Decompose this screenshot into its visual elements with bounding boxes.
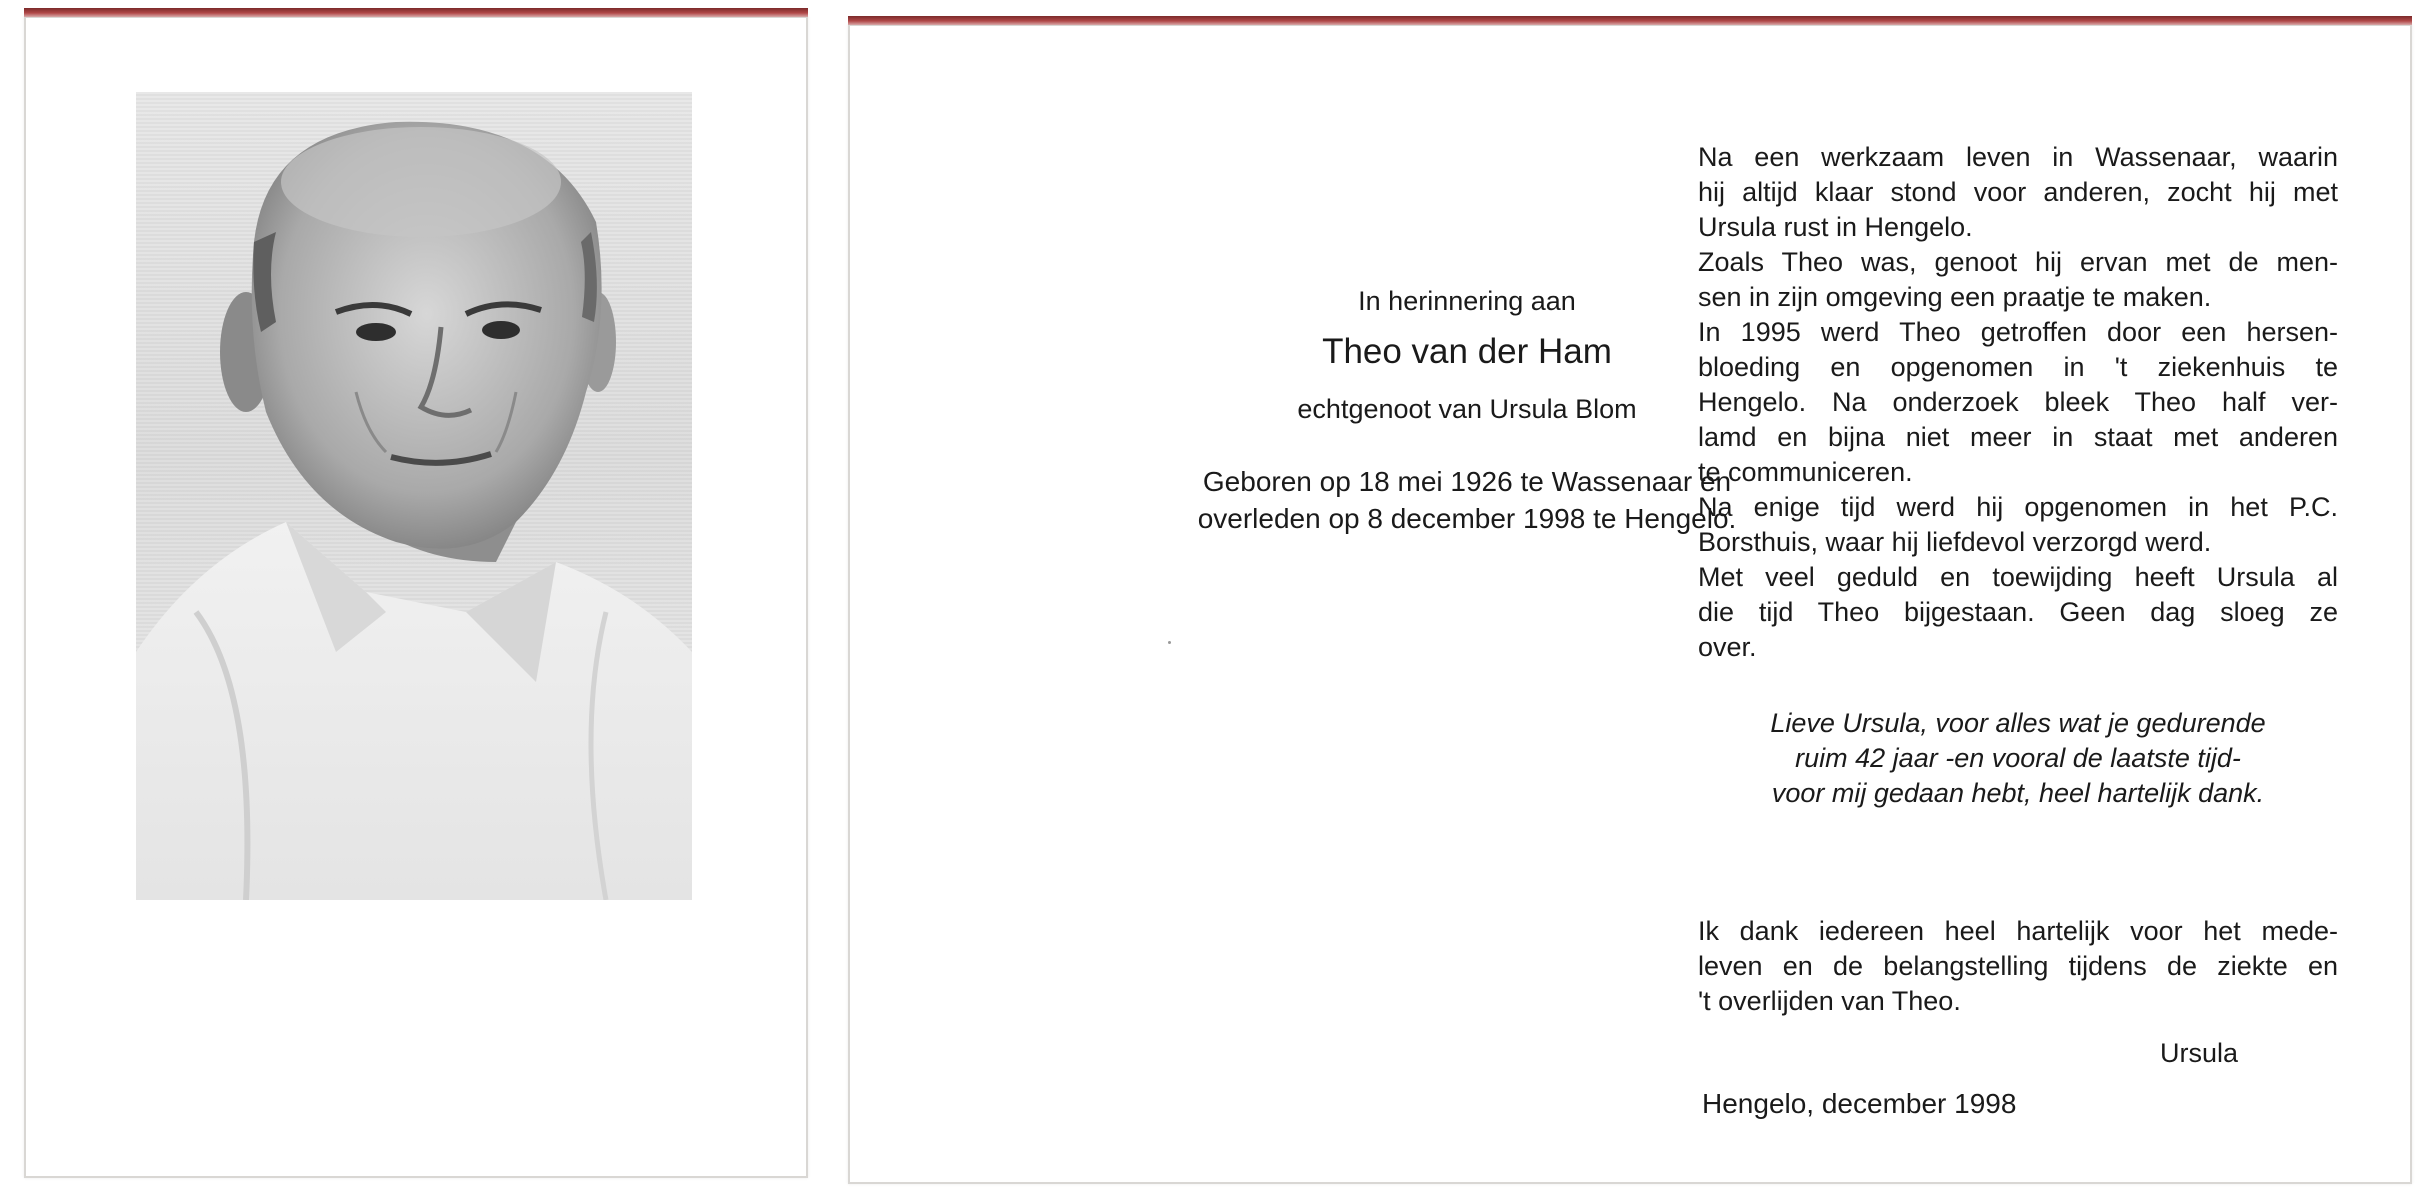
story-line: Ursula rust in Hengelo. [1698, 212, 1973, 242]
story-line: sen in zijn omgeving een praatje te maken. [1698, 282, 2212, 312]
photo-card [24, 16, 808, 1178]
story-line: Zoals Theo was, genoot hij ervan met de men- [1698, 247, 2338, 277]
story-line: over. [1698, 632, 1757, 662]
verse-line: ruim 42 jaar -en vooral de laatste tijd- [1795, 743, 2241, 773]
story-line: die tijd Theo bijgestaan. Geen dag sloeg ze [1698, 597, 2338, 627]
story-line: Met veel geduld en toewijding heeft Ursula al [1698, 562, 2338, 592]
story-line: Hengelo. Na onderzoek bleek Theo half ver- [1698, 387, 2338, 417]
story-line: bloeding en opgenomen in 't ziekenhuis te [1698, 352, 2338, 382]
verse-line: voor mij gedaan hebt, heel hartelijk dank. [1771, 778, 2265, 808]
thanks-line: leven en de belangstelling tijdens de ziekte en [1698, 951, 2338, 981]
birth-line: Geboren op 18 mei 1926 te Wassenaar en [1202, 466, 1732, 497]
signature: Ursula [2160, 1038, 2239, 1068]
portrait-photo [136, 92, 692, 900]
card-top-edge [848, 16, 2412, 25]
spouse-line: echtgenoot van Ursula Blom [1297, 394, 1637, 424]
paper-speck [1168, 641, 1171, 644]
story-line: lamd en bijna niet meer in staat met anderen [1698, 422, 2338, 452]
story-line: Borsthuis, waar hij liefdevol verzorgd werd. [1698, 527, 2212, 557]
thanks-paragraph [1698, 914, 2338, 1019]
card-top-edge [24, 8, 808, 17]
story-line: Na een werkzaam leven in Wassenaar, waarin [1698, 142, 2338, 172]
story-line: hij altijd klaar stond voor anderen, zocht hij met [1698, 177, 2338, 207]
thanks-line: 't overlijden van Theo. [1698, 986, 1961, 1016]
thanks-line: Ik dank iedereen heel hartelijk voor het mede- [1698, 916, 2338, 946]
text-card [848, 24, 2412, 1184]
portrait-illustration [136, 92, 692, 900]
life-story [1698, 140, 2338, 665]
story-line: Na enige tijd werd hij opgenomen in het P.C. [1698, 492, 2338, 522]
place-date: Hengelo, december 1998 [1702, 1088, 2017, 1119]
deceased-name: Theo van der Ham [1322, 332, 1612, 371]
story-line: te communiceren. [1698, 457, 1913, 487]
verse-line: Lieve Ursula, voor alles wat je gedurende [1770, 708, 2266, 738]
dedication-verse [1698, 706, 2338, 811]
memorial-intro: In herinnering aan [1358, 286, 1576, 316]
death-line: overleden op 8 december 1998 te Hengelo. [1197, 503, 1737, 534]
story-line: In 1995 werd Theo getroffen door een hersen- [1698, 317, 2338, 347]
